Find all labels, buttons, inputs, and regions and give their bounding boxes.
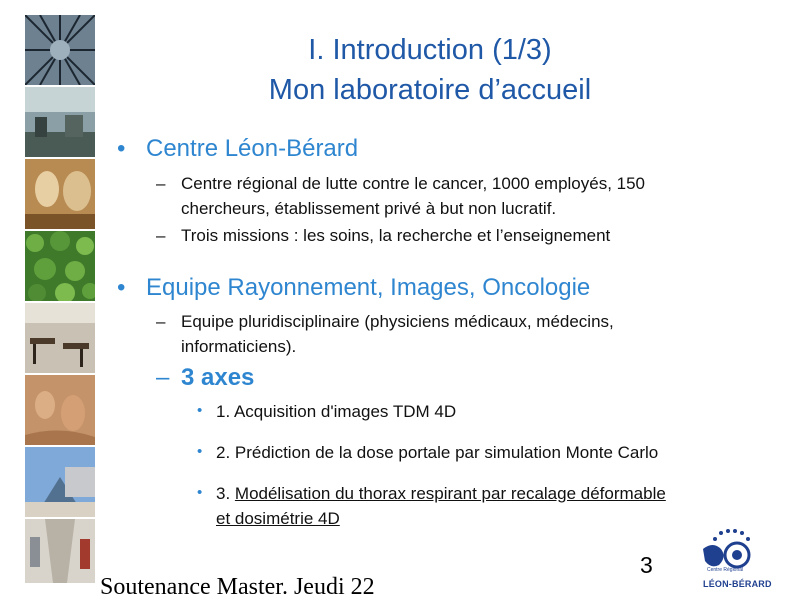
- axis-item-1: [197, 399, 457, 424]
- sub-item-line: Equipe pluridisciplinaire (physiciens médicaux, médecins,: [181, 312, 614, 331]
- title-line-2: Mon laboratoire d’accueil: [268, 74, 592, 106]
- axes-heading: [156, 364, 255, 392]
- photo-glass-roof: [25, 15, 95, 85]
- centre-leon-berard-logo: [695, 527, 775, 595]
- axis-item-2: [197, 440, 659, 465]
- bullet-dot: •: [117, 135, 126, 162]
- footer-text: Soutenance Master. Jeudi 22: [100, 574, 375, 600]
- bullet-centre-leon-berard: [117, 135, 359, 163]
- title-line-1: I. Introduction (1/3): [308, 34, 552, 66]
- axis-item-text: 2. Prédiction de la dose portale par simulation Monte Carlo: [216, 443, 659, 462]
- bullet-equipe-rayonnement: [117, 274, 591, 302]
- slide-title: [150, 30, 710, 110]
- photo-strip: [25, 15, 95, 583]
- photo-sculpture: [25, 159, 95, 229]
- axis-item-underlined: et dosimétrie 4D: [216, 509, 340, 528]
- bullet-dot: •: [117, 274, 126, 301]
- sub-item-trois-missions: [156, 223, 611, 248]
- axis-item-underlined: Modélisation du thorax respirant par recalage déformable: [234, 484, 666, 503]
- sub-item-line: Centre régional de lutte contre le cancer, 1000 employés, 150: [181, 174, 646, 193]
- photo-relief: [25, 375, 95, 445]
- axes-label: 3 axes: [181, 364, 255, 391]
- logo-name: LÉON-BÉRARD: [703, 579, 772, 589]
- photo-ivy: [25, 231, 95, 301]
- bullet-dot: •: [197, 443, 203, 460]
- bullet-dot: •: [197, 484, 203, 501]
- dash-marker: –: [156, 364, 170, 391]
- section1-heading: Centre Léon-Bérard: [146, 135, 359, 162]
- photo-cafeteria: [25, 303, 95, 373]
- dash-marker: –: [156, 174, 166, 193]
- sub-item-line: informaticiens).: [181, 337, 297, 356]
- sub-item-line: chercheurs, établissement privé à but non lucratif.: [181, 199, 557, 218]
- dash-marker: –: [156, 312, 166, 331]
- bullet-dot: •: [197, 402, 203, 419]
- sub-item-equipe-pluridisciplinaire: [156, 309, 614, 359]
- axis-item-prefix: 3.: [216, 484, 235, 503]
- page-number: 3: [640, 552, 653, 578]
- photo-lobby: [25, 87, 95, 157]
- section2-heading: Equipe Rayonnement, Images, Oncologie: [146, 274, 591, 301]
- axis-item-3: [197, 481, 666, 531]
- sub-item-centre-regional: [156, 171, 646, 221]
- photo-building: [25, 447, 95, 517]
- sub-item-line: Trois missions : les soins, la recherche et l’enseignement: [181, 226, 611, 245]
- axis-item-text: 1. Acquisition d'images TDM 4D: [216, 402, 457, 421]
- dash-marker: –: [156, 226, 166, 245]
- photo-corridor: [25, 519, 95, 583]
- logo-small-text: Centre Régional: [707, 567, 744, 573]
